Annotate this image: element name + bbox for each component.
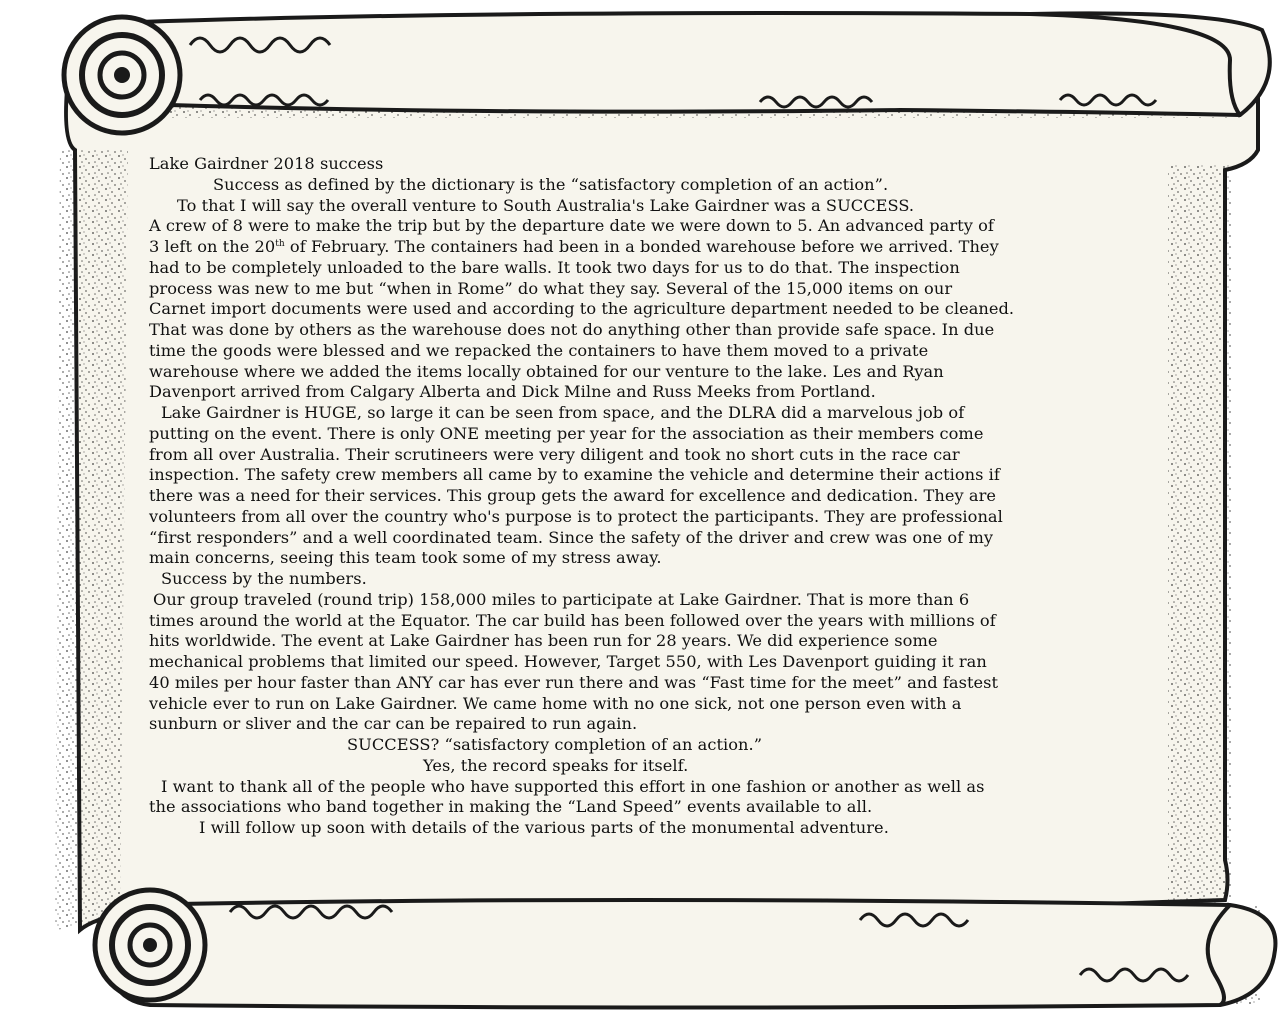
text-line: time the goods were blessed and we repacked the containers to have them moved to a private	[149, 340, 929, 360]
text-line-end: of February. The containers had been in a bonded warehouse before we arrived. They	[284, 237, 999, 256]
top-spiral-icon	[64, 17, 180, 133]
text-line: from all over Australia. Their scrutineers were very diligent and took no short cuts in the race car	[149, 444, 960, 464]
text-line: “first responders” and a well coordinated team. Since the safety of the driver and crew was one of my	[149, 527, 994, 547]
text-line	[149, 237, 1139, 258]
text-line: 40 miles per hour faster than ANY car has ever run there and was “Fast time for the meet” and fastest	[149, 672, 999, 692]
text-line: warehouse where we added the items locally obtained for our venture to the lake. Les and Ryan	[149, 361, 944, 381]
letter-body	[149, 154, 1139, 839]
text-line: mechanical problems that limited our speed. However, Target 550, with Les Davenport guiding it ran	[149, 652, 987, 671]
text-line: To that I will say the overall venture to South Australia's Lake Gairdner was a SUCCESS.	[177, 195, 915, 215]
text-line: SUCCESS? “satisfactory completion of an action.”	[347, 735, 763, 754]
text-line: A crew of 8 were to make the trip but by the departure date we were down to 5. An advanced party of	[149, 216, 994, 236]
text-line: the associations who band together in making the “Land Speed” events available to all.	[149, 797, 873, 817]
text-line: I will follow up soon with details of the various parts of the monumental adventure.	[199, 818, 889, 837]
text-line: had to be completely unloaded to the bare walls. It took two days for us to do that. The inspection	[149, 257, 960, 277]
text-line: putting on the event. There is only ONE meeting per year for the association as their members come	[149, 423, 984, 443]
letter-title: Lake Gairdner 2018 success	[149, 154, 384, 173]
top-roll	[120, 13, 1270, 115]
text-line: Davenport arrived from Calgary Alberta and Dick Milne and Russ Meeks from Portland.	[149, 382, 876, 402]
text-line: sunburn or sliver and the car can be repaired to run again.	[149, 714, 638, 734]
text-line: main concerns, seeing this team took some of my stress away.	[149, 548, 662, 568]
text-line: Success as defined by the dictionary is the “satisfactory completion of an action”.	[213, 174, 889, 194]
bottom-roll	[110, 900, 1275, 1008]
text-line: Carnet import documents were used and according to the agriculture department needed to be cleaned.	[149, 299, 1015, 319]
text-line: process was new to me but “when in Rome” do what they say. Several of the 15,000 items on our	[149, 278, 953, 298]
text-line: volunteers from all over the country who's purpose is to protect the participants. They are professional	[149, 506, 1003, 526]
text-line: vehicle ever to run on Lake Gairdner. We came home with no one sick, not one person even with a	[149, 693, 962, 713]
section-heading: Success by the numbers.	[161, 569, 367, 588]
text-line-start: 3 left on the 20	[149, 237, 276, 256]
text-line: I want to thank all of the people who have supported this effort in one fashion or another as well as	[161, 776, 985, 796]
text-line: Yes, the record speaks for itself.	[423, 755, 689, 775]
text-line: times around the world at the Equator. The car build has been followed over the years with millions of	[149, 610, 996, 630]
text-line: That was done by others as the warehouse does not do anything other than provide safe space. In due	[149, 320, 995, 339]
ordinal-suffix: th	[275, 239, 285, 249]
text-line: inspection. The safety crew members all came by to examine the vehicle and determine their actions if	[149, 465, 1000, 485]
text-line: hits worldwide. The event at Lake Gairdner has been run for 28 years. We did experience some	[149, 631, 938, 651]
bottom-spiral-icon	[95, 890, 205, 1000]
text-line: there was a need for their services. This group gets the award for excellence and dedication. They are	[149, 486, 997, 505]
text-line: Our group traveled (round trip) 158,000 miles to participate at Lake Gairdner. That is more than 6	[153, 589, 970, 609]
text-line: Lake Gairdner is HUGE, so large it can be seen from space, and the DLRA did a marvelous job of	[161, 403, 965, 422]
